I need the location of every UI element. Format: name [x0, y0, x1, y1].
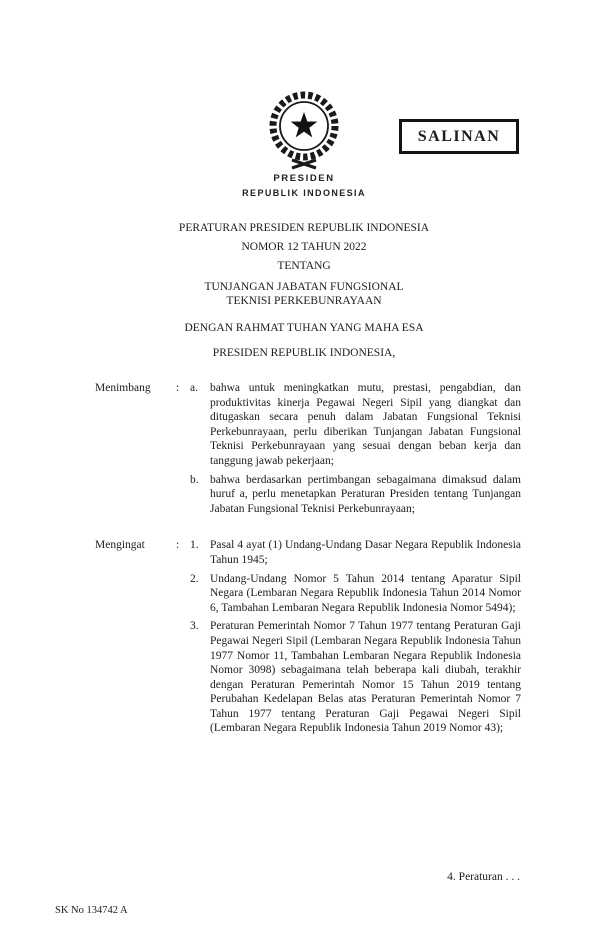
item-text: Pasal 4 ayat (1) Undang-Undang Dasar Negara Republik Indonesia Tahun 1945; [210, 539, 521, 566]
title-number: NOMOR 12 TAHUN 2022 [241, 241, 367, 253]
title-regulation: PERATURAN PRESIDEN REPUBLIK INDONESIA [178, 222, 430, 234]
letterhead-presiden: PRESIDEN [273, 173, 335, 184]
title-subject-line1: TUNJANGAN JABATAN FUNGSIONAL [204, 281, 404, 293]
salinan-stamp [399, 119, 519, 154]
item-text: Undang-Undang Nomor 5 Tahun 2014 tentang Aparatur Sipil Negara (Lembaran Negara Republik Indonesia Tahun 2014 Nomor 6, Tambahan Lembaran Negara Republik Indonesia Nomor 5494); [210, 572, 521, 614]
item-text: bahwa untuk meningkatkan mutu, prestasi, pengabdian, dan produktivitas kinerja Pegawai Negeri Sipil yang diangkat dan ditugaskan secara penuh dalam Jabatan Fungsional Teknisi Perkebunrayaan, perlu diberikan Tunjangan Jabatan Fungsional Teknisi Perkebunrayaan yang sesuai dengan beban kerja dan tanggung jawab pekerjaan; [210, 382, 521, 467]
item-text: Peraturan Pemerintah Nomor 7 Tahun 1977 tentang Peraturan Gaji Pegawai Negeri Sipil (Lembaran Negara Republik Indonesia Tahun 1977 Nomor 11, Tambahan Lembaran Negara Republik Indonesia Nomor 3098) sebagaimana telah beberapa kali diubah, terakhir dengan Peraturan Pemerintah Nomor 15 Tahun 2019 tentang Perubahan Kedelapan Belas atas Peraturan Pemerintah Nomor 7 Tahun 1977 tentang Peraturan Gaji Pegawai Negeri Sipil (Lembaran Negara Republik Indonesia Tahun 2019 Nomor 43); [210, 620, 521, 735]
item-marker: a. [190, 382, 198, 394]
section-colon: : [176, 539, 180, 552]
section-label-menimbang: Menimbang [95, 382, 151, 394]
page-continuation-marker: 4. Peraturan . . . [447, 871, 520, 883]
item-marker: b. [190, 473, 199, 486]
section-mengingat [95, 538, 521, 736]
letterhead-republik-indonesia: REPUBLIK INDONESIA [242, 188, 366, 198]
section-colon: : [176, 382, 180, 394]
presidential-emblem-icon [266, 84, 342, 172]
mengingat-item-2 [190, 572, 521, 616]
section-menimbang [95, 381, 521, 516]
title-authority: PRESIDEN REPUBLIK INDONESIA, [212, 347, 396, 359]
title-about-label: TENTANG [277, 260, 331, 272]
document-control-number: SK No 134742 A [55, 905, 128, 916]
letterhead [0, 173, 608, 198]
title-invocation: DENGAN RAHMAT TUHAN YANG MAHA ESA [184, 322, 424, 334]
mengingat-item-1 [190, 538, 521, 567]
item-marker: 2. [190, 572, 199, 585]
item-marker: 3. [190, 620, 199, 633]
body-block [95, 381, 521, 736]
menimbang-item-b [190, 473, 521, 517]
title-block [0, 222, 608, 359]
menimbang-item-a [190, 381, 521, 469]
item-text: bahwa berdasarkan pertimbangan sebagaimana dimaksud dalam huruf a, perlu menetapkan Peraturan Presiden tentang Tunjangan Jabatan Fungsional Teknisi Perkebunrayaan; [210, 473, 521, 515]
title-subject-line2: TEKNISI PERKEBUNRAYAAN [226, 295, 382, 307]
mengingat-item-3 [190, 619, 521, 736]
section-label-mengingat: Mengingat [95, 539, 145, 552]
item-marker: 1. [190, 539, 199, 552]
salinan-stamp-label: SALINAN [417, 127, 501, 145]
